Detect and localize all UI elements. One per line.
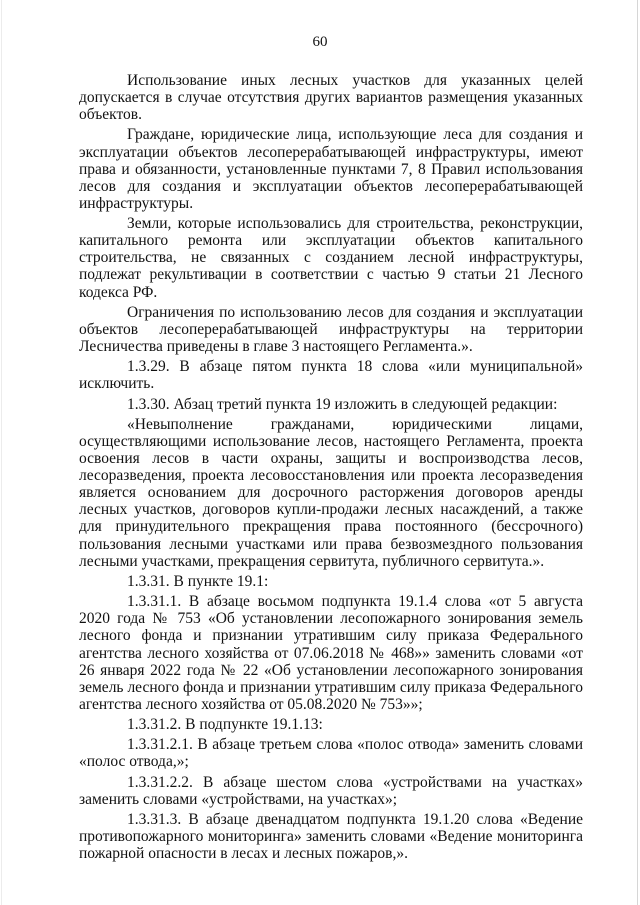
paragraph: Использование иных лесных участков для указанных целей допускается в случае отсутствия других вариантов размещения указанных объектов. [79,72,583,124]
paragraph: 1.3.31.3. В абзаце двенадцатом подпункта 19.1.20 слова «Ведение противопожарного мониторинга» заменить словами «Ведение мониторинга пожарной опасности в лесах и лесных пожаров,». [79,811,583,863]
scan-edge-left [1,0,2,905]
paragraph: 1.3.31.2. В подпункте 19.1.13: [127,716,323,734]
paragraph: Ограничения по использованию лесов для создания и эксплуатации объектов лесоперерабатывающей инфраструктуры на территории Лесничества приведены в главе 3 настоящего Регламента.». [79,303,583,355]
paragraph: Земли, которые использовались для строительства, реконструкции, капитального ремонта или эксплуатации объектов капитального строительства, не связанных с созданием лесной инфраструктуры, подлежат рекультивации в соответствии с частью 9 статьи 21 Лесного кодекса РФ. [79,215,583,301]
paragraph: 1.3.30. Абзац третий пункта 19 изложить в следующей редакции: [127,395,558,413]
paragraph: «Невыполнение гражданами, юридическими лицами, осуществляющими использование лесов, настоящего Регламента, проекта освоения лесов в части охраны, защиты и воспроизводства лесов, лесоразведения, проекта лесовосстановления или проекта лесоразведения является основанием для досрочного расторжения договоров аренды лесных участков, договоров купли-продажи лесных насаждений, а также для принудительного прекращения права постоянного (бессрочного) пользования лесными участками или права безвозмездного пользования лесными участками, прекращения сервитута, публичного сервитута.». [79,415,583,570]
paragraph: 1.3.31. В пункте 19.1: [127,572,269,590]
paragraph: 1.3.31.2.1. В абзаце третьем слова «полос отвода» заменить словами «полос отвода,»; [79,736,583,771]
scan-edge-right [637,0,638,905]
paragraph: 1.3.31.2.2. В абзаце шестом слова «устройствами на участках» заменить словами «устройствами, на участках»; [79,773,583,808]
document-body [79,72,583,866]
paragraph: Граждане, юридические лица, использующие леса для создания и эксплуатации объектов лесоперерабатывающей инфраструктуры, имеют права и обязанности, установленные пунктами 7, 8 Правил использования лесов для создания и эксплуатации объектов лесоперерабатывающей инфраструктуры. [79,126,583,212]
paragraph: 1.3.31.1. В абзаце восьмом подпункта 19.1.4 слова «от 5 августа 2020 года № 753 «Об установлении лесопожарного зонирования земель лесного фонда и признании утратившим силу приказа Федерального агентства лесного хозяйства от 07.06.2018 № 468»» заменить словами «от 26 января 2022 года № 22 «Об установлении лесопожарного зонирования земель лесного фонда и признании утратившим силу приказа Федерального агентства лесного хозяйства от 05.08.2020 № 753»»; [79,593,583,713]
paragraph: 1.3.29. В абзаце пятом пункта 18 слова «или муниципальной» исключить. [79,358,583,393]
page-number: 60 [312,34,328,50]
